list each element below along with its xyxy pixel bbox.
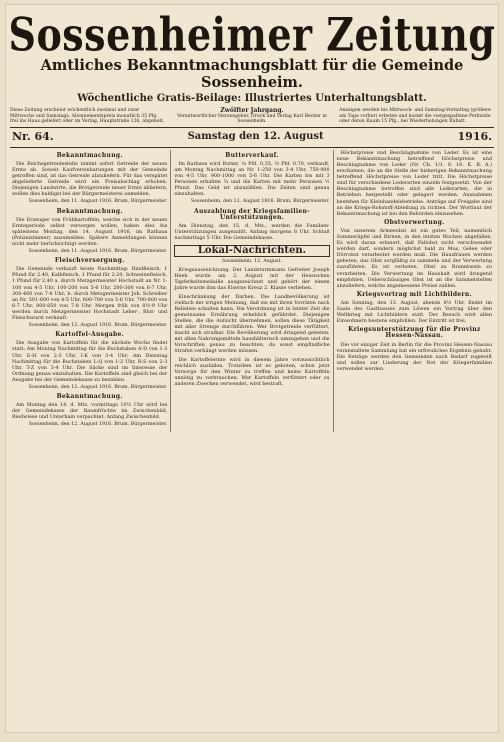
section-heading: Bekanntmachung. — [56, 151, 123, 159]
section-heading: Kriegsunterstützung für die Provinz Hessen-Nassau. — [348, 326, 481, 340]
advertising-info: Anzeigen werden bis Mittwoch- und Samstag-Vormittag (größere am Tage vorher) erbeten und kostet die viergespaltene Petitzeile oder deren Raum 15 Pfg., bei Wiederholungen Rabatt. — [339, 108, 491, 125]
publisher-text: Verantwortlicher Herausgeber, Druck und Verlag Karl Becker in Sossenheim. — [177, 113, 327, 125]
article-text: Die Kartoffelernte wird in diesem Jahre voraussichtlich reichlich ausfallen. Trotzdem ist es geboten, schon jetzt Vorsorge für den Winter zu treffen und keine Kartoffeln unnötig zu verbrauchen. Wer Kartoffeln verfüttert oder zu anderen Zwecken verwendet, wird bestraft. — [174, 356, 330, 387]
issue-bar — [6, 128, 498, 145]
section-heading: Bekanntmachung. — [56, 207, 123, 215]
column-right — [333, 150, 495, 432]
section-heading: Fleischversorgung. — [54, 257, 125, 265]
section-heading: Kriegsvortrag mit Lichtbildern. — [356, 290, 472, 298]
article-signature: Sossenheim, den 11. August 1916. Brum, Bürgermeister. — [28, 249, 168, 255]
section-heading: Auszahlung der Kriegsfamilien-Unterstützungen. — [194, 207, 310, 221]
article-text: Am Dienstag, den 15. d. Mts., werden die Familien-Unterstützungen ausgezahlt. Anfang morgens 8 Uhr. Schluß nachmittags 5 Uhr. Die Gemeindekasse. — [174, 222, 330, 241]
article-text: Am Montag den 14. d. Mts. vormittags 10½ Uhr wird bei der Gemeindekasse der Baumfrüchte im Zwischenbild, Riedwiese und Unterhain verpachtet. Anfang Zwischenbild. — [12, 402, 168, 421]
article-text: Am Sonntag, den 13. August, abends 8½ Uhr, findet im Saale des Gasthauses zum Löwen ein Vortrag über den Weltkrieg mit Lichtbildern statt. Der Besuch wird allen Einwohnern bestens empfohlen. Der Eintritt ist frei. — [336, 299, 492, 325]
article-columns — [6, 148, 498, 432]
newspaper-page — [6, 5, 498, 732]
local-news-dateline: Sossenheim, 12. August. — [222, 259, 282, 265]
article-text: Höchstpreise und Beschlagnahme von Leder. Es ist eine neue Bekanntmachung betreffend Höchstpreise und Beschlagnahme von Leder (Nr. Ch. 1/1. 8. 16. K. R. A.) erschienen, die an die Stelle der bisherigen Bekanntmachung betreffend Höchstpreise von Leder tritt. Die Höchstpreise sind für verschiedene Lederarten einzeln festgesetzt. Von der Beschlagnahme betroffen sind alle Lederarten, die in Betrieben hergestellt oder gelagert werden. Ausnahmen bestehen für Kleinhandelsbetriebe. Anträge auf Freigabe sind an die Kriegs-Rohstoff-Abteilung zu richten. Der Wortlaut der Bekanntmachung ist bei den Behörden einzusehen. — [336, 149, 492, 217]
article-text: Die Reichsgetreidestelle nimmt sofort Getreide der neuen Ernte ab. Soweit Kaufvereinbarungen mit der Gemeinde getroffen sind, ist das Getreide abzuliefern. Für das verspätet abgelieferte Getreide wird ein Preisabschlag erhoben. Diejenigen Landwirte, die Brotgetreide neuer Ernte abliefern, wollen dies baldigst bei der Bürgermeisterei anmelden. — [12, 160, 168, 198]
article-text: Die Gemeinde verkauft heute Nachmittag: Rindfleisch, 1 Pfund für 2.40, Kalbfleisch, 1 Pfund für 2.20, Schweinefleisch, 1 Pfund für 2.40 a. durch Metzgermeister Hochstadt an Nr. 1-100 von 4-5 Uhr, 100-200 von 5-6 Uhr, 200-300 von 6-7 Uhr, 300-400 von 7-8 Uhr; b. durch Metzgermeister Joh. Schreiber an Nr. 501-600 von 4-5 Uhr, 600-700 von 5-6 Uhr, 700-800 von 6-7 Uhr, 800-850 von 7-8 Uhr. Morgen früh von 8½-9 Uhr werden durch Metzgermeister Hochstadt Leber-, Blut- und Fleischwurst verkauft. — [12, 266, 168, 322]
issue-year: 1916. — [457, 129, 492, 143]
article-text: Die vor einiger Zeit in Berlin für die Provinz Hessen-Nassau veranstaltete Sammlung hat ein erfreuliches Ergebnis gehabt. Die Beträge werden den Gemeinden nach Bedarf zugeteilt und sollen zur Linderung der Not der Kriegerfamilien verwendet werden. — [336, 341, 492, 372]
article-text: Die Ausgabe von Kartoffeln für die nächste Woche findet statt: Am Montag Nachmittag für die Buchstaben A-D von 1-2 Uhr, E-H von 2-3 Uhr, I-K von 3-4 Uhr; Am Dienstag Nachmittag für die Buchstaben L-Q von 1-2 Uhr, R-S von 2-3 Uhr, T-Z von 3-4 Uhr. Die Säcke sind im Interesse der Ordnung genau einzuhalten. Die Kartoffeln sind gleich bei der Ausgabe bei der Gemeindekasse zu bezahlen. — [12, 340, 168, 383]
volume-year: Zwölfter Jahrgang. — [220, 107, 284, 114]
article-signature: Sossenheim, den 11. August 1916. Brum, Bürgermeister. — [28, 199, 168, 205]
column-middle — [170, 150, 332, 432]
subscription-info: Diese Zeitung erscheint wöchentlich zweimal und zwar Mittwochs und Samstags. Abonnementspreis monatlich 35 Pfg. frei ins Haus geliefert oder im Verlag, Hauptstraße 126, abgeholt. — [10, 108, 165, 125]
article-text: Einschränkung der Darben. Die Landbevölkerung ist vielfach der irrigen Meinung, daß sie mit ihren Vorräten nach Belieben schalten kann. Die Verordnung ist in letzter Zeit die gemeinsame Ernährung erheblich gefährdet. Diejenigen Stellen, die die Aufsicht übernehmen, sollen diese Tätigkeit mit aller Strenge durchführen. Wer Brotgetreide verfüttert, macht sich strafbar. Die Bevölkerung wird dringend gebeten, mit allen Nahrungsmitteln haushälterisch umzugehen und die Vorschriften genau zu beachten, da sonst empfindliche Strafen verhängt werden müssen. — [174, 293, 330, 355]
masthead — [6, 5, 498, 105]
article-text: Von unserem Armeeobst ist ein gutes Teil, namentlich Sommeräpfel und Birnen, in den letzten Wochen abgefallen. Es wird daran erinnert, daß Fallobst nicht verschwendet werden darf, sondern möglichst bald zu Mus, Gelee oder Dörrobst verarbeitet werden muß. Die Hausfrauen werden gebeten, das Obst sorgfältig zu sammeln und der Verwertung zuzuführen. Es ist verboten, Obst zu Branntwein zu verarbeiten. Die Verwertung im Haushalt wird dringend empfohlen. Ueberschüssiges Obst ist an die Sammelstellen abzuliefern, welche angemessene Preise zahlen. — [336, 227, 492, 289]
article-signature: Sossenheim, den 12. August 1916. Brum, Bürgermeister. — [28, 323, 168, 329]
newspaper-supplement-line: Wöchentliche Gratis-Beilage: Illustriertes Unterhaltungsblatt. — [77, 93, 427, 104]
section-heading: Bekanntmachung. — [56, 393, 123, 401]
article-text: Kriegsauszeichnung. Der Landsturmmann Gefreiter Joseph Heeb wurde am 2. August mit der Hessischen Tapferkeitsmedaille ausgezeichnet und gehört der einem Jahre wurde ihm das Eiserne Kreuz 2. Klasse verliehen. — [174, 267, 330, 292]
newspaper-subtitle: Amtliches Bekanntmachungsblatt für die Gemeinde Sossenheim. — [40, 57, 464, 91]
article-signature: Sossenheim, den 12. August 1916. Brum, Bürgermeister. — [28, 422, 168, 428]
section-heading: Obstverwertung. — [384, 218, 445, 226]
article-text: Die Erzeuger von Frühkartoffeln, welche sich in der neuen Ernteperiode selbst versorgen wollen, haben dies bis spätestens Montag, den 14. August 1916, im Rathaus (Polizeizimmer) anzumelden. Spätere Anmeldungen können nicht mehr berücksichtigt werden. — [12, 216, 168, 247]
publisher-info — [175, 108, 330, 125]
article-signature: Sossenheim, den 12. August 1916. Brum, Bürgermeister. — [190, 199, 330, 205]
article-signature: Sossenheim, den 12. August 1916. Brum, Bürgermeister. — [28, 384, 168, 390]
section-heading: Butterverkauf. — [225, 151, 279, 159]
section-heading: Kartoffel-Ausgabe. — [55, 331, 125, 339]
issue-number: Nr. 64. — [12, 129, 54, 143]
column-left — [9, 150, 170, 432]
local-news-heading: Lokal-Nachrichten. — [174, 245, 329, 257]
article-text: Im Rathaus wird Butter, ¼ Pfd. 0.35, ½ Pfd. 0.70, verkauft, am Montag Nachmittag an Nr. 1-250 von 3-4 Uhr, 750-900 von 4-5 Uhr, 900-1000 von 5-6 Uhr. Die Karten bis mit 3 Personen erhalten ¼ und die Karten mit mehr Personen ½ Pfund. Das Geld ist abzuzählen. Die Zeiten sind genau einzuhalten. — [174, 160, 330, 198]
newspaper-title: Sossenheimer Zeitung — [8, 7, 496, 62]
publication-info — [6, 105, 498, 125]
issue-date: Samstag den 12. August — [187, 130, 324, 142]
